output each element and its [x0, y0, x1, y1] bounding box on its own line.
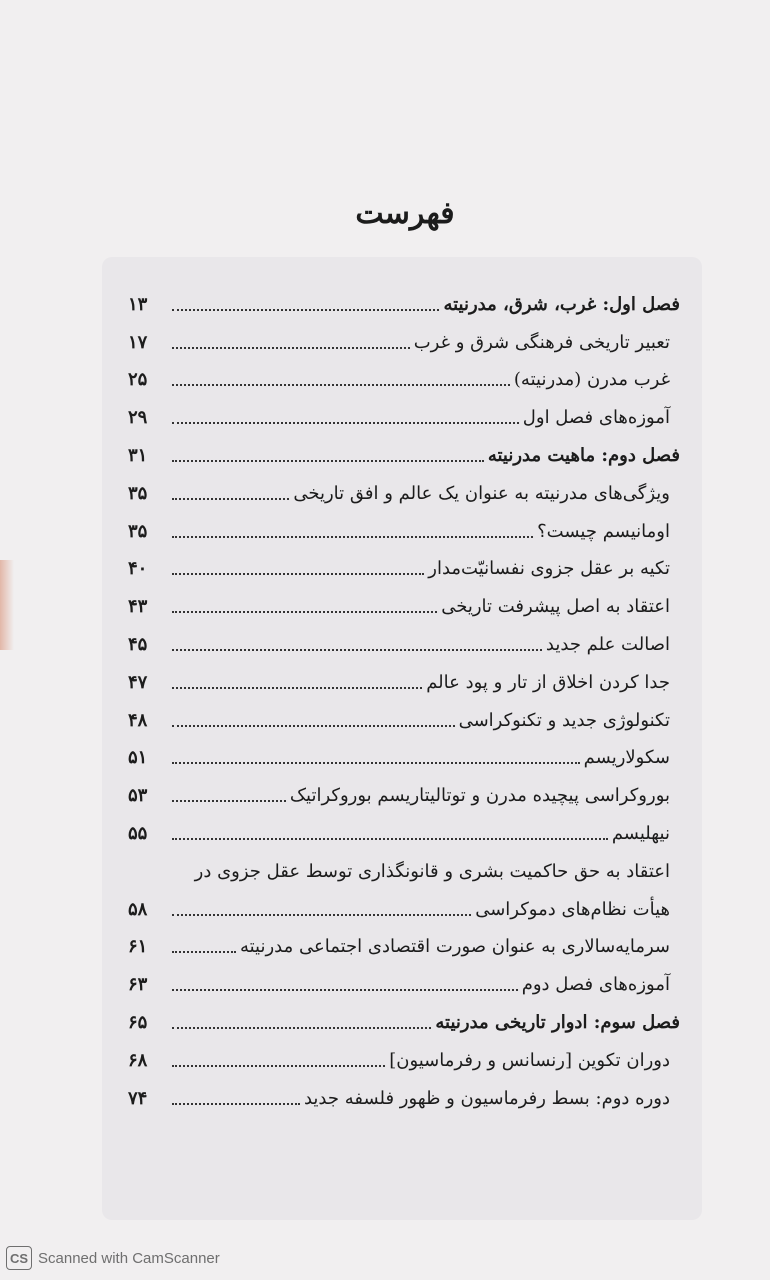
page-title: فهرست [355, 196, 455, 231]
toc-entry-page-number: ۳۵ [128, 520, 148, 542]
toc-entry-label: ویژگی‌های مدرنیته به عنوان یک عالم و افق تاریخی [293, 482, 670, 504]
toc-entry-page-number: ۵۸ [128, 898, 148, 920]
toc-entry-label: سرمایه‌سالاری به عنوان صورت اقتصادی اجتماعی مدرنیته [239, 936, 670, 958]
toc-entry [128, 732, 680, 770]
toc-entry-page-number: ۶۸ [128, 1049, 148, 1071]
toc-entry [128, 467, 680, 505]
dot-leader [172, 384, 510, 386]
dot-leader [172, 1103, 300, 1105]
toc-entry-label: تعبیر تاریخی فرهنگی شرق و غرب [413, 331, 670, 353]
toc-entry-page-number: ۵۱ [128, 747, 148, 769]
toc-entry [128, 958, 680, 996]
toc-entry [128, 769, 680, 807]
dot-leader [172, 725, 455, 727]
toc-entry-page-number: ۴۷ [128, 671, 148, 693]
toc-entry-label: تکنولوژی جدید و تکنوکراسی [458, 709, 670, 731]
toc-entry-page-number: ۱۳ [128, 293, 148, 315]
scanner-watermark [6, 1246, 220, 1270]
toc-entry-label: جدا کردن اخلاق از تار و پود عالم [426, 671, 670, 693]
toc-entry [128, 391, 680, 429]
dot-leader [172, 989, 518, 991]
toc-entry-page-number: ۶۳ [128, 974, 148, 996]
toc-entry-page-number: ۷۴ [128, 1087, 148, 1109]
dot-leader [172, 498, 289, 500]
dot-leader [172, 422, 519, 424]
toc-entry [128, 429, 680, 467]
toc-entry [128, 580, 680, 618]
toc-entry-page-number: ۵۵ [128, 822, 148, 844]
toc-entry [128, 505, 680, 543]
camscanner-logo-icon: CS [6, 1246, 32, 1270]
toc-entry [128, 656, 680, 694]
toc-entry-label: فصل دوم: ماهیت مدرنیته [487, 444, 680, 466]
toc-entry-label: تکیه بر عقل جزوی نفسانیّت‌مدار [428, 558, 670, 580]
dot-leader [172, 347, 410, 349]
dot-leader [172, 1065, 385, 1067]
toc-entry [128, 618, 680, 656]
dot-leader [172, 649, 542, 651]
toc-entry-label: اعتقاد به حق حاکمیت بشری و قانونگذاری توسط عقل جزوی در [194, 860, 670, 882]
toc-entry-page-number: ۵۳ [128, 785, 148, 807]
toc-entry-label: آموزه‌های فصل اول [522, 407, 670, 429]
table-of-contents [128, 278, 680, 1110]
toc-entry-page-number: ۲۵ [128, 369, 148, 391]
dot-leader [172, 800, 286, 802]
toc-entry-page-number: ۶۱ [128, 936, 148, 958]
toc-entry-page-number: ۴۸ [128, 709, 148, 731]
toc-entry [128, 807, 680, 845]
toc-entry-page-number: ۶۵ [128, 1011, 148, 1033]
toc-entry [128, 278, 680, 316]
watermark-text: Scanned with CamScanner [38, 1249, 220, 1267]
dot-leader [172, 951, 236, 953]
dot-leader [172, 914, 471, 916]
toc-entry-label: نیهلیسم [611, 822, 670, 844]
toc-entry-label: فصل اول: غرب، شرق، مدرنیته [443, 293, 680, 315]
toc-entry-page-number: ۴۳ [128, 596, 148, 618]
toc-entry-label: آموزه‌های فصل دوم [521, 974, 670, 996]
toc-entry-label: اومانیسم چیست؟ [537, 520, 670, 542]
dot-leader [172, 611, 437, 613]
dot-leader [172, 1027, 431, 1029]
toc-entry-page-number: ۴۵ [128, 633, 148, 655]
toc-entry [128, 543, 680, 581]
toc-entry [128, 354, 680, 392]
toc-entry-label: فصل سوم: ادوار تاریخی مدرنیته [435, 1011, 680, 1033]
toc-entry-label: سکولاریسم [583, 747, 670, 769]
toc-entry [128, 694, 680, 732]
toc-entry-page-number: ۴۰ [128, 558, 148, 580]
toc-entry-label: اعتقاد به اصل پیشرفت تاریخی [441, 596, 670, 618]
dot-leader [172, 309, 439, 311]
toc-entry [128, 1034, 680, 1072]
toc-entry-label: غرب مدرن (مدرنیته) [513, 369, 670, 391]
toc-entry-label: دوره دوم: بسط رفرماسیون و ظهور فلسفه جدید [303, 1087, 670, 1109]
toc-entry [128, 316, 680, 354]
dot-leader [172, 536, 533, 538]
toc-entry [128, 883, 680, 921]
toc-entry [128, 845, 680, 883]
toc-entry-page-number: ۲۹ [128, 407, 148, 429]
toc-entry-label: بوروکراسی پیچیده مدرن و توتالیتاریسم بوروکراتیک [289, 785, 670, 807]
toc-entry [128, 996, 680, 1034]
toc-entry-label: هیأت نظام‌های دموکراسی [475, 898, 670, 920]
toc-entry-page-number: ۱۷ [128, 331, 148, 353]
toc-entry [128, 921, 680, 959]
toc-entry-page-number: ۳۵ [128, 482, 148, 504]
toc-entry-label: دوران تکوین [رنسانس و رفرماسیون] [389, 1049, 670, 1071]
toc-entry [128, 1072, 680, 1110]
dot-leader [172, 838, 608, 840]
toc-entry-label: اصالت علم جدید [545, 633, 670, 655]
toc-entry-page-number: ۳۱ [128, 444, 148, 466]
dot-leader [172, 573, 424, 575]
dot-leader [172, 762, 580, 764]
dot-leader [172, 460, 484, 462]
page-edge-shadow [0, 560, 14, 650]
dot-leader [172, 687, 422, 689]
